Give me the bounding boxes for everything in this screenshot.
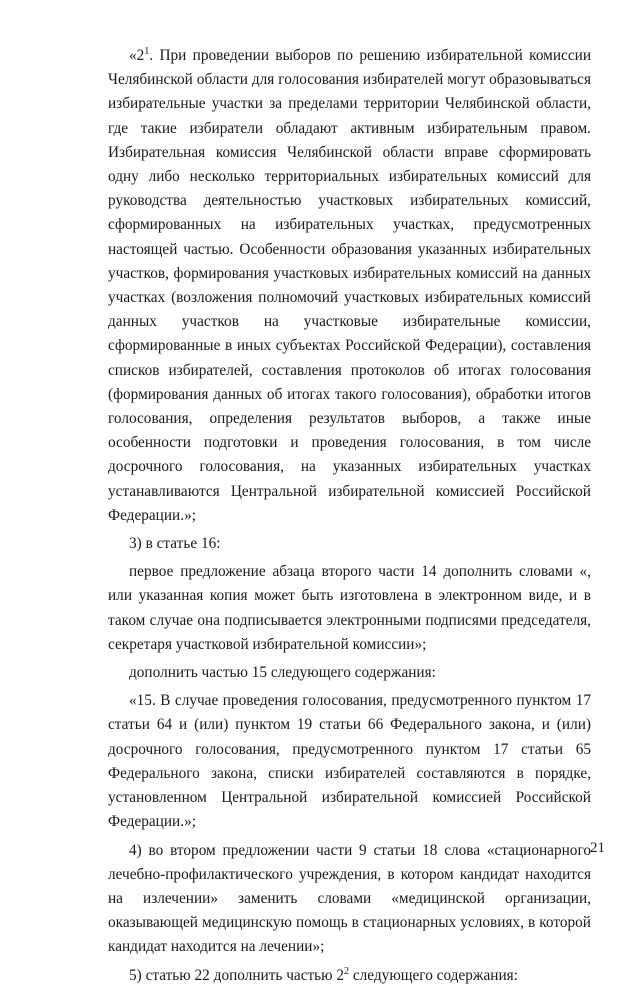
paragraph-text: . При проведении выборов по решению избирательной комиссии Челябинской области для голосования избирателей могут образовываться избирательные участки за пределами территории Челябинской области, где такие избиратели обладают активным избирательным правом. Избирательная комиссия Челябинской области вправе сформировать одну либо несколько территориальных избирательных комиссий для руководства деятельностью участковых избирательных комиссий, сформированных на избирательных участках, предусмотренных настоящей частью. Особенности образования указанных избирательных участков, формирования участковых избирательных комиссий на данных участках (возложения полномочий участковых избирательных комиссий данных участков на участковые избирательные комиссии, сформированные в иных субъектах Российской Федерации), составления списков избирателей, составления протоколов об итогах голосования (формирования данных об итогах такого голосования), обработки итогов голосования, определения результатов выборов, а также иные особенности подготовки и проведения голосования, в том числе досрочного голосования, на указанных избирательных участках устанавливаются Центральной избирательной комиссией Российской Федерации.»; [108, 47, 591, 524]
paragraph-add-part-15: дополнить частью 15 следующего содержания: [129, 664, 436, 682]
paragraph-prefix: «2 [129, 47, 145, 64]
superscript: 2 [344, 965, 350, 977]
paragraph-part-15-text: «15. В случае проведения голосования, предусмотренного пунктом 17 статьи 64 и (или) пунктом 19 статьи 66 Федерального закона, и (или) досрочного голосования, предусмотренного пунктом 17 статьи 65 Федерального закона, списки избирателей составляются в порядке, установленном Центральной избирательной комиссией Российской Федерации.»; [108, 692, 591, 831]
paragraph-item-5 [108, 964, 591, 988]
page-number: 21 [590, 840, 605, 856]
paragraph-item-4: 4) во втором предложении части 9 статьи 18 слова «стационарного лечебно-профилактического учреждения, в котором кандидат находится на излечении» заменить словами «медицинской организации, оказывающей медицинскую помощь в стационарных условиях, в которой кандидат находится на лечении»; [108, 841, 591, 956]
paragraph-text: следующего содержания: [349, 966, 518, 984]
paragraph-part-2-1 [108, 44, 591, 528]
document-body [108, 44, 591, 988]
paragraph-prefix: 5) статью 22 дополнить частью 2 [129, 966, 345, 984]
superscript: 1 [144, 46, 150, 57]
paragraph-item-3: 3) в статье 16: [129, 535, 221, 553]
paragraph-amend-part-14: первое предложение абзаца второго части 14 дополнить словами «, или указанная копия может быть изготовлена в электронном виде, и в таком случае она подписывается электронными подписями председателя, секретаря участковой избирательной комиссии»; [108, 563, 591, 653]
